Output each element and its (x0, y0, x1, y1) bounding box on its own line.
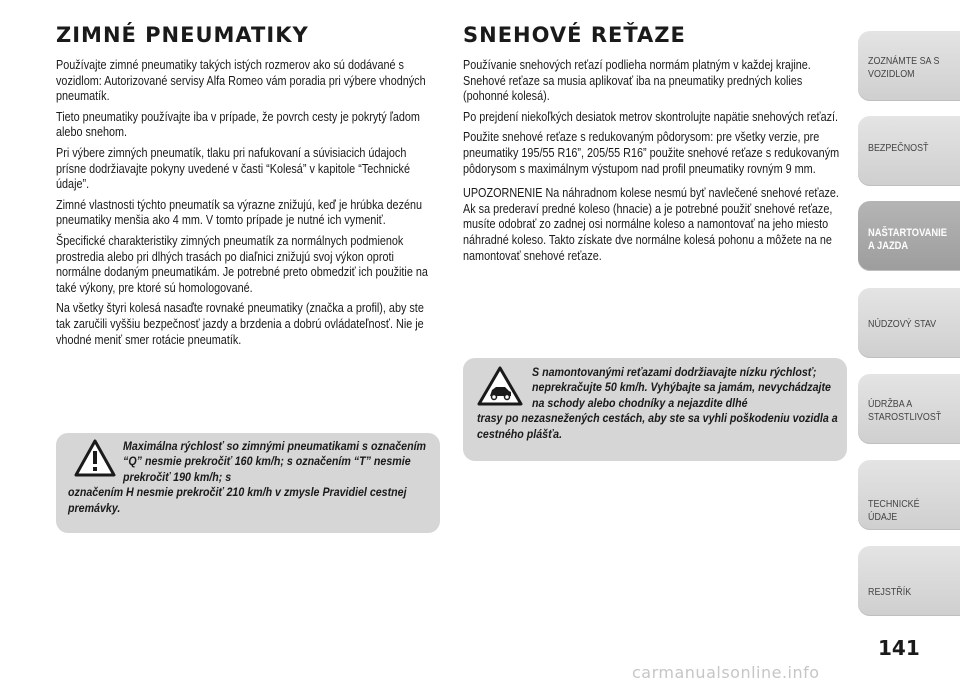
tab-rejstrik[interactable]: REJSTŘÍK (858, 546, 960, 616)
paragraph: Používanie snehových reťazí podlieha normám platným v každej krajine. Snehové reťaze sa musia aplikovať iba na pneumatiky predných kolies (pohonné kolesá). (463, 58, 811, 104)
paragraph: Na všetky štyri kolesá nasaďte rovnaké pneumatiky (značka a profil), aby ste tak zaručili vyššiu bezpečnosť jazdy a brzdenia a dobrú ovládateľnosť. Nie je vhodné meniť smer rotácie pneumatík. (56, 301, 424, 347)
section-title: SNEHOVÉ REŤAZE (463, 23, 686, 47)
tab-bezpecnost[interactable]: BEZPEČNOSŤ (858, 116, 960, 186)
warning-text: S namontovanými reťazami dodržiavajte nízku rýchlosť; neprekračujte 50 km/h. Vyhýbajte sa jamám, nevychádzajte na schody alebo chodníky a nejazdite dlhé trasy po nezasnežených cestách, aby ste sa vyhli poškodeniu vozidla a cestného plášťa. (477, 365, 838, 441)
watermark: carmanualsonline.info (632, 663, 820, 682)
paragraph: Špecifické charakteristiky zimných pneumatík za normálnych podmienok prostredia alebo pri dlhých trasách po diaľnici znižujú svoj výkon oproti normálne dodaným pneumatikám. Je potrebné preto obmedziť ich použitie na také výkony, pre ktoré sú homologované. (56, 233, 428, 295)
tab-nastartovanie-a-jazda[interactable]: NAŠTARTOVANIE A JAZDA (858, 201, 960, 271)
paragraph: Tieto pneumatiky používajte iba v prípade, že povrch cesty je pokrytý ľadom alebo snehom. (56, 109, 420, 140)
chains-warning-box (463, 358, 847, 461)
tab-technicke-udaje[interactable]: TECHNICKÉ ÚDAJE (858, 460, 960, 530)
paragraph: UPOZORNENIE Na náhradnom kolese nesmú byť navlečené snehové reťaze. Ak sa prederaví predné koleso (hnacie) a je potrebné použiť snehové reťaze, musíte odobrať zo zadnej osi normálne koleso a namontovať na jeho miesto náhradné koleso. Takto získate dve normálne kolesá pohonu a môžete na ne namontovať snehové reťaze. (463, 186, 839, 263)
speed-warning-box (56, 433, 440, 533)
tab-zoznamte-sa-s-vozidlom[interactable]: ZOZNÁMTE SA S VOZIDLOM (858, 31, 960, 101)
section-title: ZIMNÉ PNEUMATIKY (56, 23, 309, 47)
snow-chains-section (463, 22, 847, 269)
paragraph: Použite snehové reťaze s redukovaným pôdorysom: pre všetky verzie, pre pneumatiky 195/55 R16”, 205/55 R16” použite snehové reťaze s redukovaným pôdorysom s maximálnym výstupom nad profil pneumatiky rovným 9 mm. (463, 130, 840, 176)
chapter-sidebar (858, 0, 960, 686)
winter-tyres-section (56, 22, 440, 353)
page-number: 141 (878, 636, 920, 660)
warning-text: Maximálna rýchlosť so zimnými pneumatikami s označením “Q” nesmie prekročiť 160 km/h; s označením “T” nesmie prekročiť 190 km/h; s označením H nesmie prekročiť 210 km/h v zmysle Pravidiel cestnej premávky. (68, 439, 427, 515)
tab-nudzovy-stav[interactable]: NÚDZOVÝ STAV (858, 288, 960, 358)
paragraph: Zimné vlastnosti týchto pneumatík sa výrazne znižujú, keď je hrúbka dezénu pneumatiky menšia ako 4 mm. V tomto prípade je nutné ich vymeniť. (56, 197, 423, 228)
paragraph: Po prejdení niekoľkých desiatok metrov skontrolujte napätie snehových reťazí. (463, 109, 839, 124)
tab-udrzba-a-starostlivost[interactable]: ÚDRŽBA A STAROSTLIVOSŤ (858, 374, 960, 444)
paragraph: Používajte zimné pneumatiky takých istých rozmerov ako sú dodávané s vozidlom: Autorizované servisy Alfa Romeo vám poradia pri výbere vhodných pneumatík. (56, 58, 426, 104)
paragraph: Pri výbere zimných pneumatík, tlaku pri nafukovaní a súvisiacich údajoch prísne dodržiavajte pokyny uvedené v časti “Kolesá” v kapitole “Technické údaje”. (56, 145, 410, 192)
